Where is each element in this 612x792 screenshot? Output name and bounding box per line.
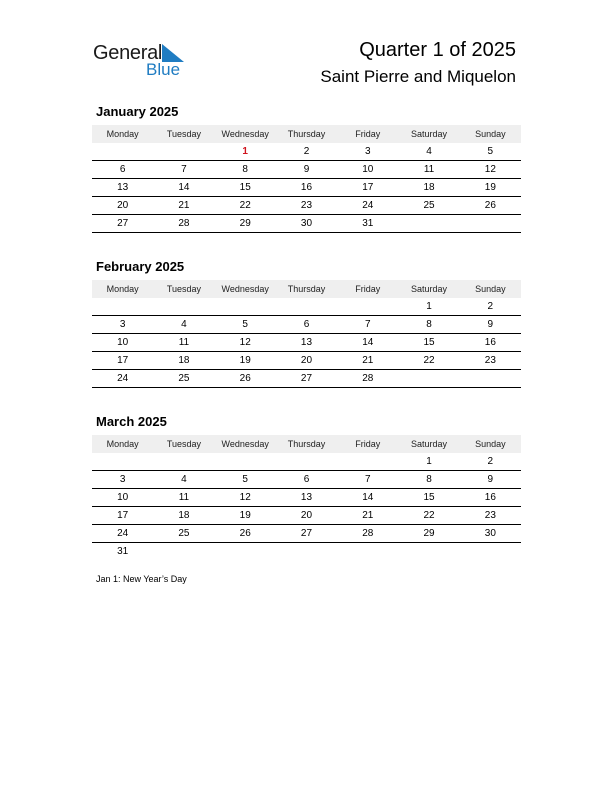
day-cell: 27 <box>300 528 313 539</box>
day-cell: 12 <box>484 164 496 175</box>
day-cell <box>337 543 398 560</box>
day-cell: 13 <box>300 492 313 503</box>
day-cell: 1 <box>426 301 432 312</box>
day-cell: 20 <box>300 355 313 366</box>
day-cell: 29 <box>423 528 435 539</box>
day-cell: 10 <box>362 164 374 175</box>
day-cell: 28 <box>362 528 374 539</box>
day-cell: 12 <box>239 492 251 503</box>
day-cell: 25 <box>178 528 190 539</box>
weekday-label: Friday <box>355 129 381 139</box>
day-cell: 14 <box>362 492 374 503</box>
day-cell: 15 <box>239 182 251 193</box>
weekday-header-row <box>92 125 521 143</box>
day-cell: 9 <box>487 474 494 485</box>
day-cell: 18 <box>178 510 190 521</box>
day-cell: 2 <box>487 301 494 312</box>
day-cell: 14 <box>362 337 374 348</box>
day-cell: 23 <box>484 355 496 366</box>
day-cell: 26 <box>484 200 496 211</box>
weeks <box>92 143 521 233</box>
day-cell <box>460 543 521 560</box>
weekday-label: Sunday <box>475 439 506 449</box>
day-cell: 8 <box>426 319 432 330</box>
week-row <box>92 179 521 197</box>
day-cell <box>276 453 337 470</box>
day-cell: 7 <box>364 474 371 485</box>
day-cell: 6 <box>119 164 126 175</box>
day-cell: 22 <box>423 355 435 366</box>
week-row <box>92 215 521 233</box>
weeks <box>92 453 521 560</box>
day-cell: 11 <box>178 337 190 348</box>
day-cell: 14 <box>178 182 190 193</box>
day-cell: 29 <box>239 218 251 229</box>
week-row <box>92 543 521 560</box>
week-row <box>92 489 521 507</box>
month-february <box>92 258 521 388</box>
day-cell: 17 <box>117 355 129 366</box>
month-march <box>92 413 521 560</box>
week-row <box>92 161 521 179</box>
day-cell: 27 <box>117 218 129 229</box>
day-cell: 31 <box>362 218 374 229</box>
weekday-label: Friday <box>355 439 381 449</box>
week-row <box>92 453 521 471</box>
day-cell: 12 <box>239 337 251 348</box>
week-row <box>92 352 521 370</box>
day-cell: 26 <box>239 373 251 384</box>
day-cell: 5 <box>242 474 248 485</box>
week-row <box>92 334 521 352</box>
day-cell: 23 <box>484 510 496 521</box>
holiday-note: Jan 1: New Year’s Day <box>96 574 187 584</box>
day-cell: 25 <box>423 200 435 211</box>
day-cell: 30 <box>484 528 496 539</box>
week-row <box>92 298 521 316</box>
day-cell <box>153 143 214 160</box>
week-row <box>92 507 521 525</box>
day-cell: 9 <box>303 164 310 175</box>
day-cell: 8 <box>426 474 432 485</box>
day-cell: 25 <box>178 373 190 384</box>
day-cell <box>215 543 276 560</box>
day-cell: 6 <box>303 319 310 330</box>
weekday-header-row <box>92 280 521 298</box>
weekday-label: Thursday <box>287 129 326 139</box>
day-cell: 18 <box>178 355 190 366</box>
day-cell: 18 <box>423 182 435 193</box>
weekday-header-row <box>92 435 521 453</box>
day-cell: 24 <box>117 373 129 384</box>
weekday-label: Friday <box>355 284 381 294</box>
day-cell <box>276 543 337 560</box>
month-title: February 2025 <box>96 259 185 274</box>
day-cell: 15 <box>423 492 435 503</box>
weekday-label: Monday <box>106 129 139 139</box>
day-cell <box>337 298 398 315</box>
day-cell: 7 <box>364 319 371 330</box>
day-cell: 6 <box>303 474 310 485</box>
day-cell: 17 <box>362 182 374 193</box>
day-cell <box>276 298 337 315</box>
weekday-label: Wednesday <box>221 439 269 449</box>
day-cell: 30 <box>300 218 313 229</box>
day-cell: 9 <box>487 319 494 330</box>
day-cell: 1 <box>426 456 432 467</box>
week-row <box>92 197 521 215</box>
week-row <box>92 143 521 161</box>
day-cell: 19 <box>239 355 251 366</box>
weekday-label: Wednesday <box>221 129 269 139</box>
day-cell: 22 <box>423 510 435 521</box>
weekday-label: Monday <box>106 284 139 294</box>
weekday-label: Tuesday <box>166 284 202 294</box>
day-cell: 11 <box>423 164 435 175</box>
day-cell <box>92 298 153 315</box>
day-cell: 28 <box>178 218 190 229</box>
day-cell <box>398 370 459 387</box>
weekday-label: Sunday <box>475 129 506 139</box>
day-cell: 19 <box>239 510 251 521</box>
day-cell <box>153 453 214 470</box>
day-cell <box>215 298 276 315</box>
day-cell: 17 <box>117 510 129 521</box>
day-cell <box>460 215 521 232</box>
day-cell: 24 <box>362 200 374 211</box>
month-title: January 2025 <box>96 104 179 119</box>
day-cell: 21 <box>362 510 374 521</box>
weekday-label: Saturday <box>411 129 448 139</box>
day-cell <box>92 453 153 470</box>
week-row <box>92 370 521 388</box>
day-cell: 22 <box>239 200 251 211</box>
weekday-label: Sunday <box>475 284 506 294</box>
day-cell: 10 <box>117 337 129 348</box>
month-title: March 2025 <box>96 414 167 429</box>
day-cell <box>153 543 214 560</box>
weekday-label: Thursday <box>287 284 326 294</box>
month-january <box>92 103 521 233</box>
day-cell: 4 <box>426 146 432 157</box>
weekday-label: Tuesday <box>166 439 202 449</box>
logo <box>93 40 193 80</box>
day-cell: 11 <box>178 492 190 503</box>
weekday-label: Monday <box>106 439 139 449</box>
day-cell <box>398 543 459 560</box>
day-cell: 16 <box>484 337 496 348</box>
day-cell: 8 <box>242 164 248 175</box>
weekday-label: Saturday <box>411 439 448 449</box>
day-cell: 3 <box>119 474 126 485</box>
weeks <box>92 298 521 388</box>
day-cell: 20 <box>300 510 313 521</box>
day-cell: 19 <box>484 182 496 193</box>
holiday-notes <box>96 574 187 584</box>
page-subtitle: Saint Pierre and Miquelon <box>320 67 516 86</box>
day-cell: 13 <box>300 337 313 348</box>
day-cell <box>92 143 153 160</box>
day-cell: 5 <box>242 319 248 330</box>
day-cell: 15 <box>423 337 435 348</box>
day-cell: 20 <box>117 200 129 211</box>
weekday-label: Tuesday <box>166 129 202 139</box>
day-cell: 16 <box>300 182 313 193</box>
week-row <box>92 316 521 334</box>
day-cell: 31 <box>117 546 129 557</box>
day-cell: 16 <box>484 492 496 503</box>
holiday-day-cell: 1 <box>242 146 248 157</box>
day-cell: 2 <box>303 146 310 157</box>
week-row <box>92 471 521 489</box>
logo-general-text: General <box>93 42 163 64</box>
day-cell: 7 <box>181 164 187 175</box>
day-cell <box>398 215 459 232</box>
day-cell: 13 <box>117 182 129 193</box>
day-cell: 2 <box>487 456 494 467</box>
day-cell: 10 <box>117 492 129 503</box>
page-title: Quarter 1 of 2025 <box>359 39 516 61</box>
day-cell: 5 <box>487 146 494 157</box>
day-cell: 24 <box>117 528 129 539</box>
logo-blue-text: Blue <box>146 60 181 79</box>
weekday-label: Saturday <box>411 284 448 294</box>
day-cell: 26 <box>239 528 251 539</box>
day-cell: 27 <box>300 373 313 384</box>
day-cell <box>460 370 521 387</box>
day-cell <box>153 298 214 315</box>
day-cell: 21 <box>362 355 374 366</box>
day-cell: 3 <box>364 146 371 157</box>
day-cell: 28 <box>362 373 374 384</box>
week-row <box>92 525 521 543</box>
day-cell: 4 <box>181 319 187 330</box>
day-cell: 4 <box>181 474 187 485</box>
weekday-label: Wednesday <box>221 284 269 294</box>
day-cell: 3 <box>119 319 126 330</box>
day-cell <box>337 453 398 470</box>
day-cell: 23 <box>300 200 313 211</box>
day-cell: 21 <box>178 200 190 211</box>
weekday-label: Thursday <box>287 439 326 449</box>
day-cell <box>215 453 276 470</box>
